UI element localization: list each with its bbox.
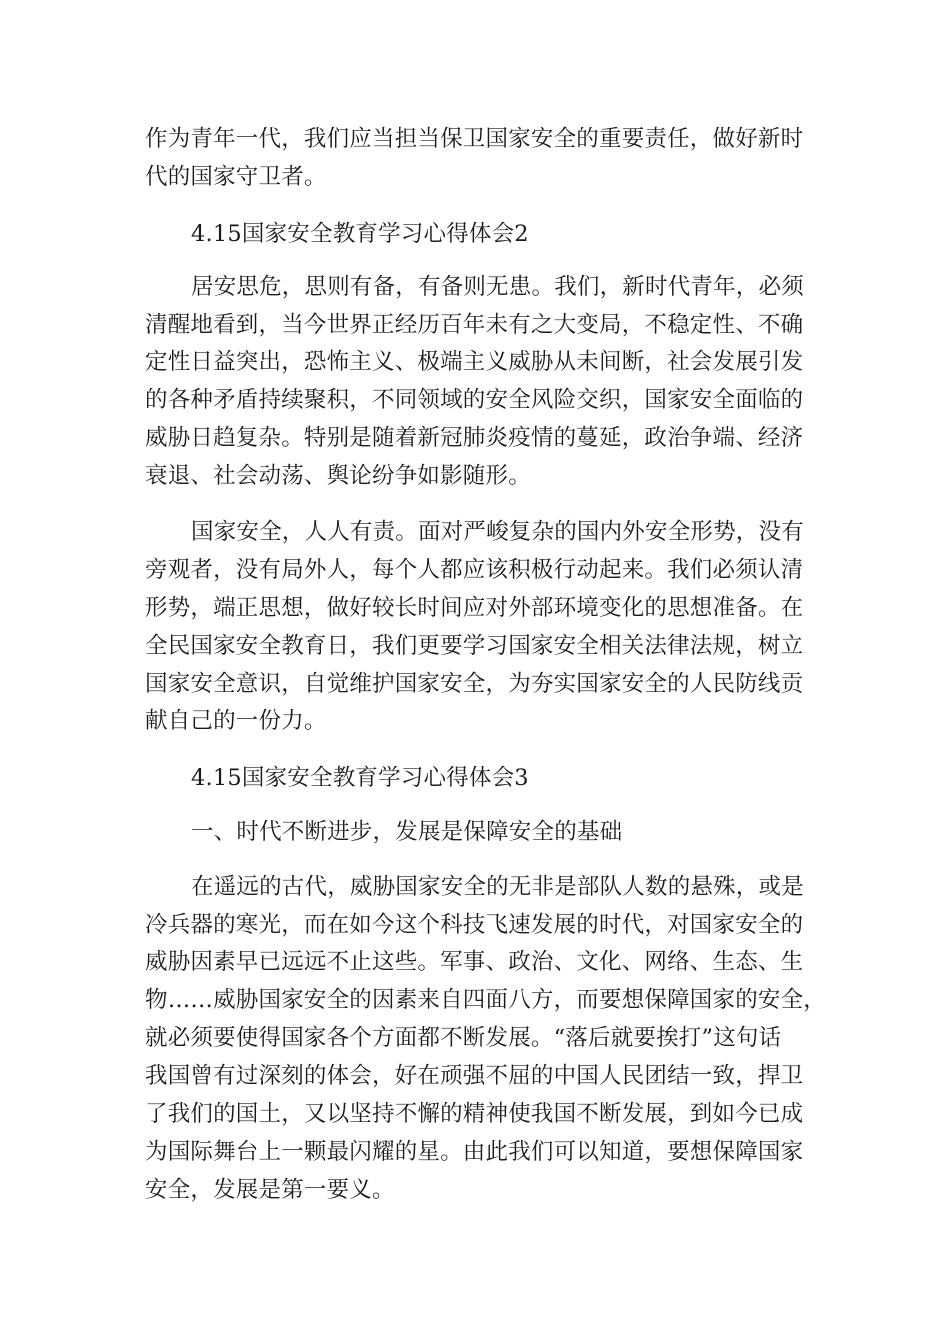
text-line: 冷兵器的寒光，而在如今这个科技飞速发展的时代，对国家安全的 [145, 912, 804, 938]
text-line: 我国曾有过深刻的体会，好在顽强不屈的中国人民团结一致，捍卫 [145, 1063, 804, 1089]
text-line: 定性日益突出，恐怖主义、极端主义威胁从未间断，社会发展引发 [145, 349, 804, 375]
text-line: 物……威胁国家安全的因素来自四面八方，而要想保障国家的安全， [145, 987, 827, 1013]
text-line: 作为青年一代，我们应当担当保卫国家安全的重要责任，做好新时 [145, 126, 804, 152]
text-line: 清醒地看到，当今世界正经历百年未有之大变局，不稳定性、不确 [145, 312, 804, 338]
text-line: 威胁因素早已远远不止这些。军事、政治、文化、网络、生态、生 [145, 949, 804, 975]
section-heading: 4.15国家安全教育学习心得体会3 [191, 765, 529, 791]
text-line: 代的国家守卫者。 [145, 164, 327, 190]
text-line: 在遥远的古代，威胁国家安全的无非是部队人数的悬殊，或是 [191, 874, 804, 900]
text-line: 安全，发展是第一要义。 [145, 1177, 395, 1203]
text-line: 了我们的国土，又以坚持不懈的精神使我国不断发展，到如今已成 [145, 1101, 804, 1127]
text-line: 献自己的一份力。 [145, 708, 327, 734]
text-line: 威胁日趋复杂。特别是随着新冠肺炎疫情的蔓延，政治争端、经济 [145, 425, 804, 451]
text-line: 全民国家安全教育日，我们更要学习国家安全相关法律法规，树立 [145, 633, 804, 659]
section-heading: 4.15国家安全教育学习心得体会2 [191, 221, 529, 247]
text-line: 居安思危，思则有备，有备则无患。我们，新时代青年，必须 [191, 274, 804, 300]
text-line: 就必须要使得国家各个方面都不断发展。“落后就要挨打”这句话 [145, 1025, 782, 1051]
subsection-heading: 一、时代不断进步，发展是保障安全的基础 [191, 819, 623, 845]
text-line: 旁观者，没有局外人，每个人都应该积极行动起来。我们必须认清 [145, 557, 804, 583]
text-line: 的各种矛盾持续聚积，不同领域的安全风险交织，国家安全面临的 [145, 387, 804, 413]
text-line: 衰退、社会动荡、舆论纷争如影随形。 [145, 463, 531, 489]
text-line: 为国际舞台上一颗最闪耀的星。由此我们可以知道，要想保障国家 [145, 1139, 804, 1165]
text-line: 国家安全意识，自觉维护国家安全，为夯实国家安全的人民防线贡 [145, 671, 804, 697]
text-line: 形势，端正思想，做好较长时间应对外部环境变化的思想准备。在 [145, 595, 804, 621]
text-line: 国家安全，人人有责。面对严峻复杂的国内外安全形势，没有 [191, 519, 804, 545]
